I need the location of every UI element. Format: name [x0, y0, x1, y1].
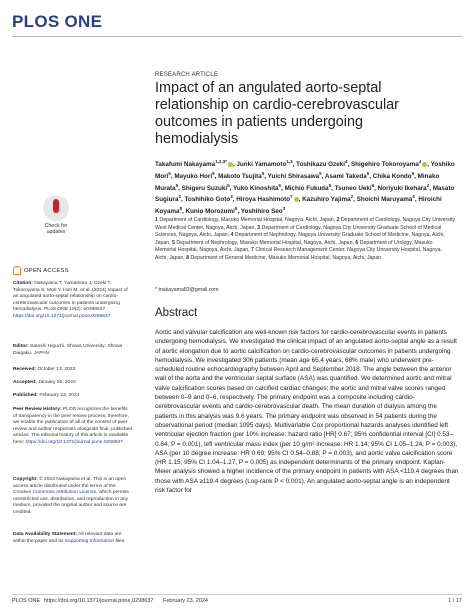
- author-name[interactable]: Hiroya Hashimoto: [236, 196, 291, 204]
- author-affiliation-sup: 2: [178, 194, 181, 200]
- author-affiliation-sup: 5: [168, 170, 171, 176]
- author-affiliation-sup: 4: [418, 159, 422, 164]
- cc-license-link[interactable]: Creative Commons Attribution License: [13, 490, 97, 495]
- author-name[interactable]: Yuichi Shirasawa: [267, 172, 320, 180]
- published-date: [13, 393, 133, 400]
- author-name[interactable]: Yoshiko Mori: [155, 161, 455, 180]
- citation-label: Citation:: [13, 281, 33, 286]
- author-name[interactable]: Minako Murata: [155, 172, 440, 192]
- peer-review-label: Peer Review History:: [13, 407, 62, 412]
- data-availability-label: Data Availability Statement:: [13, 532, 78, 537]
- citation-doi-link[interactable]: https://doi.org/10.1371/journal.pone.0298637: [13, 313, 111, 319]
- author-affiliation-sup: 3: [230, 194, 233, 200]
- affiliation-text: Clinical Research Management Center, Nagoya City University Hospital, Nagoya, Aichi, Japan,: [155, 247, 442, 261]
- author-name[interactable]: Shoichi Maruyama: [356, 196, 413, 204]
- affiliation-list: [155, 217, 455, 263]
- author-name[interactable]: Junki Yamamoto: [236, 161, 287, 169]
- author-list: Takafumi Nakayama$^{1,2,3*}$ , Junki Yamamoto$^{1,3}$, Toshikazu Ozeki$^4$, Shigehiro Tokoroyama$^4$ , Yoshiko Mori$^5$, Mayuko Hori$^5$, Makoto Tsujita$^5$, Yuichi Shirasawa$^5$, Asami Takeda$^5$, Chika Kondo$^5$, Minako Murata$^5$, Shigeru Suzuki$^5$, Yuko Kinoshita$^5$, Michio Fukuda$^5$, Tsuneo Ueki$^6$, Noriyuki Ikehara$^2$, Masato Sugiura$^2$, Toshihiko Goto$^3$, Hiroya Hashimoto$^7$ , Kazuhiro Yajima$^2$, Shoichi Maruyama$^4$, Hiroichi Koyama$^8$, Kunio Morozumi$^5$, Yoshihiro Seo$^3$: [155, 159, 455, 216]
- author-affiliation-sup: 5: [411, 170, 415, 176]
- author-name[interactable]: Mayuko Hori: [174, 172, 213, 180]
- peer-review-doi-link[interactable]: https://doi.org/10.1371/journal.pone.0298637: [25, 439, 123, 445]
- data-availability: [13, 532, 133, 545]
- update-badge-icon: [43, 195, 69, 221]
- peer-review-history: [13, 407, 133, 446]
- author-affiliation-sup: 2: [350, 194, 354, 200]
- author-affiliation-sup: 5: [261, 170, 265, 176]
- author-affiliation-sup: 6: [371, 182, 375, 188]
- author-name[interactable]: Hiroichi Koyama: [155, 196, 442, 216]
- accepted-value: January 26, 2024: [38, 380, 76, 385]
- affiliation-text: Department of Nephrology, Masuko Memorial Hospital, Nagoya, Aichi, Japan,: [176, 239, 354, 246]
- author-affiliation-sup: 5: [175, 182, 179, 188]
- affiliation-number: 6: [355, 239, 359, 246]
- author-name[interactable]: Kunio Morozumi: [185, 208, 235, 216]
- author-affiliation-sup: 1,2,3: [215, 159, 226, 164]
- author-name[interactable]: Shigeru Suzuki: [181, 184, 228, 192]
- open-lock-icon: [13, 266, 21, 275]
- abstract-heading: Abstract: [155, 307, 198, 319]
- author-affiliation-sup: 5: [366, 170, 370, 176]
- author-affiliation-sup: 5: [328, 182, 332, 188]
- author-affiliation-sup: 1,3: [286, 159, 293, 164]
- author-name[interactable]: Shigehiro Tokoroyama: [350, 161, 419, 169]
- copyright: [13, 477, 133, 516]
- affiliation-number: 7: [251, 247, 254, 254]
- abstract-text: Aortic and valvular calcification are well-known risk factors for cardio-cerebrovascular events in patients undergoing hemodialysis. We investigated the clinical impact of an angulated aorto-septal angle as a result of aortic elongation due to aortic calcification on cardio-cerebrovascular outcomes in patients undergoing hemodialysis. We investigated 306 patients (mean age 65.4 years, 68% male) who underwent pre-scheduled routine echocardiography between April and September 2018. The angle between the anterior wall of the aorta and the ventricular septal surface (ASA) was quantified. We determined aortic and mitral valve calcification scores based on calcified cardiac changes; the aortic and mitral valve scores ranged between 0–9 and 0–6, respectively. The primary endpoint was a composite including cardio-cerebrovascular events and cardio-cerebrovascular death. The mean duration of dialysis among the patients in this analysis was 9.6 years. The primary endpoint was observed in 54 patients during the observational period (median 1095 days). Multivariable Cox proportional hazards analyses identified left ventricular ejection fraction (per 10% increase: hazard ratio [HR] 0.67; 95% confidential interval [CI] 0.53–0.84, P = 0.001), left ventricular mass index (per 10 g/m² increase: HR 1.14; 95% CI 1.05–1.24, P = 0.003), ASA (per 10 degree increase: HR 0.69; 95% CI 0.54–0.88; P = 0.003), and aortic valve calcification score (HR 1.15; 95% CI 1.04–1.27, P = 0.005) as independent determinants of the primary endpoint. Kaplan-Meier analysis showed a higher incidence of the primary endpoint in patients with ASA <119.4 degrees than those with ASA ≥119.4 degrees (Log-rank P < 0.001). An angulated aorto-septal angle is an independent risk factor for: [155, 329, 459, 495]
- received-date: [13, 367, 133, 374]
- orcid-icon[interactable]: [422, 162, 427, 167]
- affiliation-number: 3: [257, 224, 261, 231]
- footer-doi-link[interactable]: https://doi.org/10.1371/journal.pone.0298637: [44, 598, 154, 604]
- copyright-label: Copyright:: [13, 477, 38, 482]
- author-name[interactable]: Noriyuki Ikehara: [377, 184, 427, 192]
- open-access-text: OPEN ACCESS: [24, 268, 69, 275]
- open-access-label: [13, 266, 69, 275]
- update-label: Check for updates: [44, 223, 68, 235]
- author-name[interactable]: Masato Sugiura: [155, 184, 455, 204]
- author-name[interactable]: Michio Fukuda: [284, 184, 329, 192]
- author-name[interactable]: Takafumi Nakayama: [155, 161, 216, 169]
- footer-date: February 23, 2024: [163, 598, 208, 604]
- data-availability-end: files.: [115, 538, 126, 544]
- data-availability-text: All relevant data are within the paper and its: [13, 532, 122, 544]
- author-affiliation-sup: 4: [412, 194, 415, 200]
- author-name[interactable]: Toshihiko Goto: [184, 196, 231, 204]
- orcid-icon[interactable]: [228, 162, 233, 167]
- author-affiliation-sup: 3: [282, 206, 286, 212]
- author-affiliation-sup: 8: [179, 206, 183, 212]
- orcid-icon[interactable]: [294, 197, 299, 202]
- footer-journal: PLOS ONE: [12, 598, 41, 604]
- author-affiliation-sup: 5: [234, 206, 238, 212]
- corresponding-email[interactable]: * tnakayama83@gmail.com: [155, 287, 219, 293]
- received-value: October 13, 2023: [37, 367, 76, 372]
- author-affiliation-sup: 7: [290, 194, 293, 200]
- author-affiliation-sup: 2: [426, 182, 430, 188]
- affiliation-text: Department of Nephrology, Nagoya University Graduate School of Medicine, Nagoya, Aichi, Japan,: [155, 232, 445, 246]
- affiliation-text: Department of Cardiology, Masuko Memorial Hospital, Nagoya, Aichi, Japan,: [159, 217, 336, 223]
- author-name[interactable]: Tsuneo Ueki: [334, 184, 372, 192]
- check-for-updates-button[interactable]: [36, 195, 76, 243]
- author-name[interactable]: Toshikazu Ozeki: [296, 161, 345, 169]
- peer-review-text: PLOS recognizes the benefits of transparency in the peer review process; therefore, we enable the publication of all of the content of peer review and author responses alongside final, published articles. The editorial history of this article is available here:: [13, 407, 133, 445]
- copyright-text-end: , which permits unrestricted use, distribution, and reproduction in any medium, provided the original author and source are credited.: [13, 490, 129, 515]
- author-affiliation-sup: 5: [319, 170, 322, 176]
- editor: [13, 344, 133, 357]
- author-name[interactable]: Yoshihiro Seo: [240, 208, 283, 216]
- citation-text: Nakayama T, Yamamoto J, Ozeki T, Tokoroyama S, Mori Y, Hori M, et al. (2024) Impact of an angulated aorto-septal relationship on cardio-cerebrovascular outcomes in patients undergoing hemodialysis. PLoS ONE 19(2): e0298637.: [13, 281, 128, 312]
- citation: [13, 281, 133, 320]
- footer-doi-date: [34, 598, 208, 604]
- affiliation-text: Department of Cardiology, Nagoya City University Graduate School of Medical Sciences, Nagoya, Aichi, Japan,: [155, 224, 442, 239]
- received-label: Received:: [13, 367, 37, 372]
- affiliation-number: 2: [336, 217, 340, 223]
- header-divider: [12, 36, 462, 37]
- affiliation-number: 4: [230, 232, 234, 239]
- copyright-text: © 2024 Nakayama et al. This is an open access article distributed under the terms of the: [13, 477, 127, 489]
- article-title: Impact of an angulated aorto-septal relationship on cardio-cerebrovascular outcomes in patients undergoing hemodialysis: [155, 80, 399, 147]
- accepted-label: Accepted:: [13, 380, 37, 385]
- affiliation-text: Department of Cardiology, Nagoya City University West Medical Center, Nagoya, Aichi, Japan,: [155, 217, 456, 231]
- author-name[interactable]: Kazuhiro Yajima: [302, 196, 351, 204]
- author-affiliation-sup: 5: [227, 182, 230, 188]
- page-footer: [12, 598, 462, 604]
- supporting-info-link[interactable]: Supporting Information: [64, 538, 115, 544]
- page-number: 1 / 17: [448, 598, 462, 604]
- affiliation-number: 8: [186, 254, 190, 261]
- published-label: Published:: [13, 393, 38, 398]
- author-name[interactable]: Chika Kondo: [372, 172, 412, 180]
- footer-divider: [12, 594, 462, 595]
- author-name[interactable]: Makoto Tsujita: [218, 172, 262, 180]
- author-affiliation-sup: 5: [278, 182, 282, 188]
- affiliation-number: 5: [172, 239, 175, 246]
- author-name[interactable]: Yuko Kinoshita: [233, 184, 279, 192]
- editor-label: Editor:: [13, 344, 29, 349]
- affiliation-text: Department of General Medicine, Masuko Memorial Hospital, Nagoya, Aichi, Japan: [190, 254, 382, 261]
- accepted-date: [13, 380, 133, 387]
- article-type: RESEARCH ARTICLE: [155, 72, 219, 78]
- affiliation-number: 1: [155, 217, 158, 223]
- author-affiliation-sup: 4: [344, 159, 348, 164]
- author-name[interactable]: Asami Takeda: [324, 172, 367, 180]
- author-affiliation-sup: 5: [212, 170, 215, 176]
- affiliation-text: Department of Urology, Masuko Memorial Hospital, Nagoya, Aichi, Japan,: [155, 239, 433, 254]
- published-value: February 23, 2024: [39, 393, 80, 398]
- corresponding-marker: *: [225, 159, 227, 164]
- editor-text: Satoshi Higuchi, Showa University: Showa Daigaku, JAPAN: [13, 344, 123, 356]
- journal-logo[interactable]: PLOS ONE: [12, 12, 103, 31]
